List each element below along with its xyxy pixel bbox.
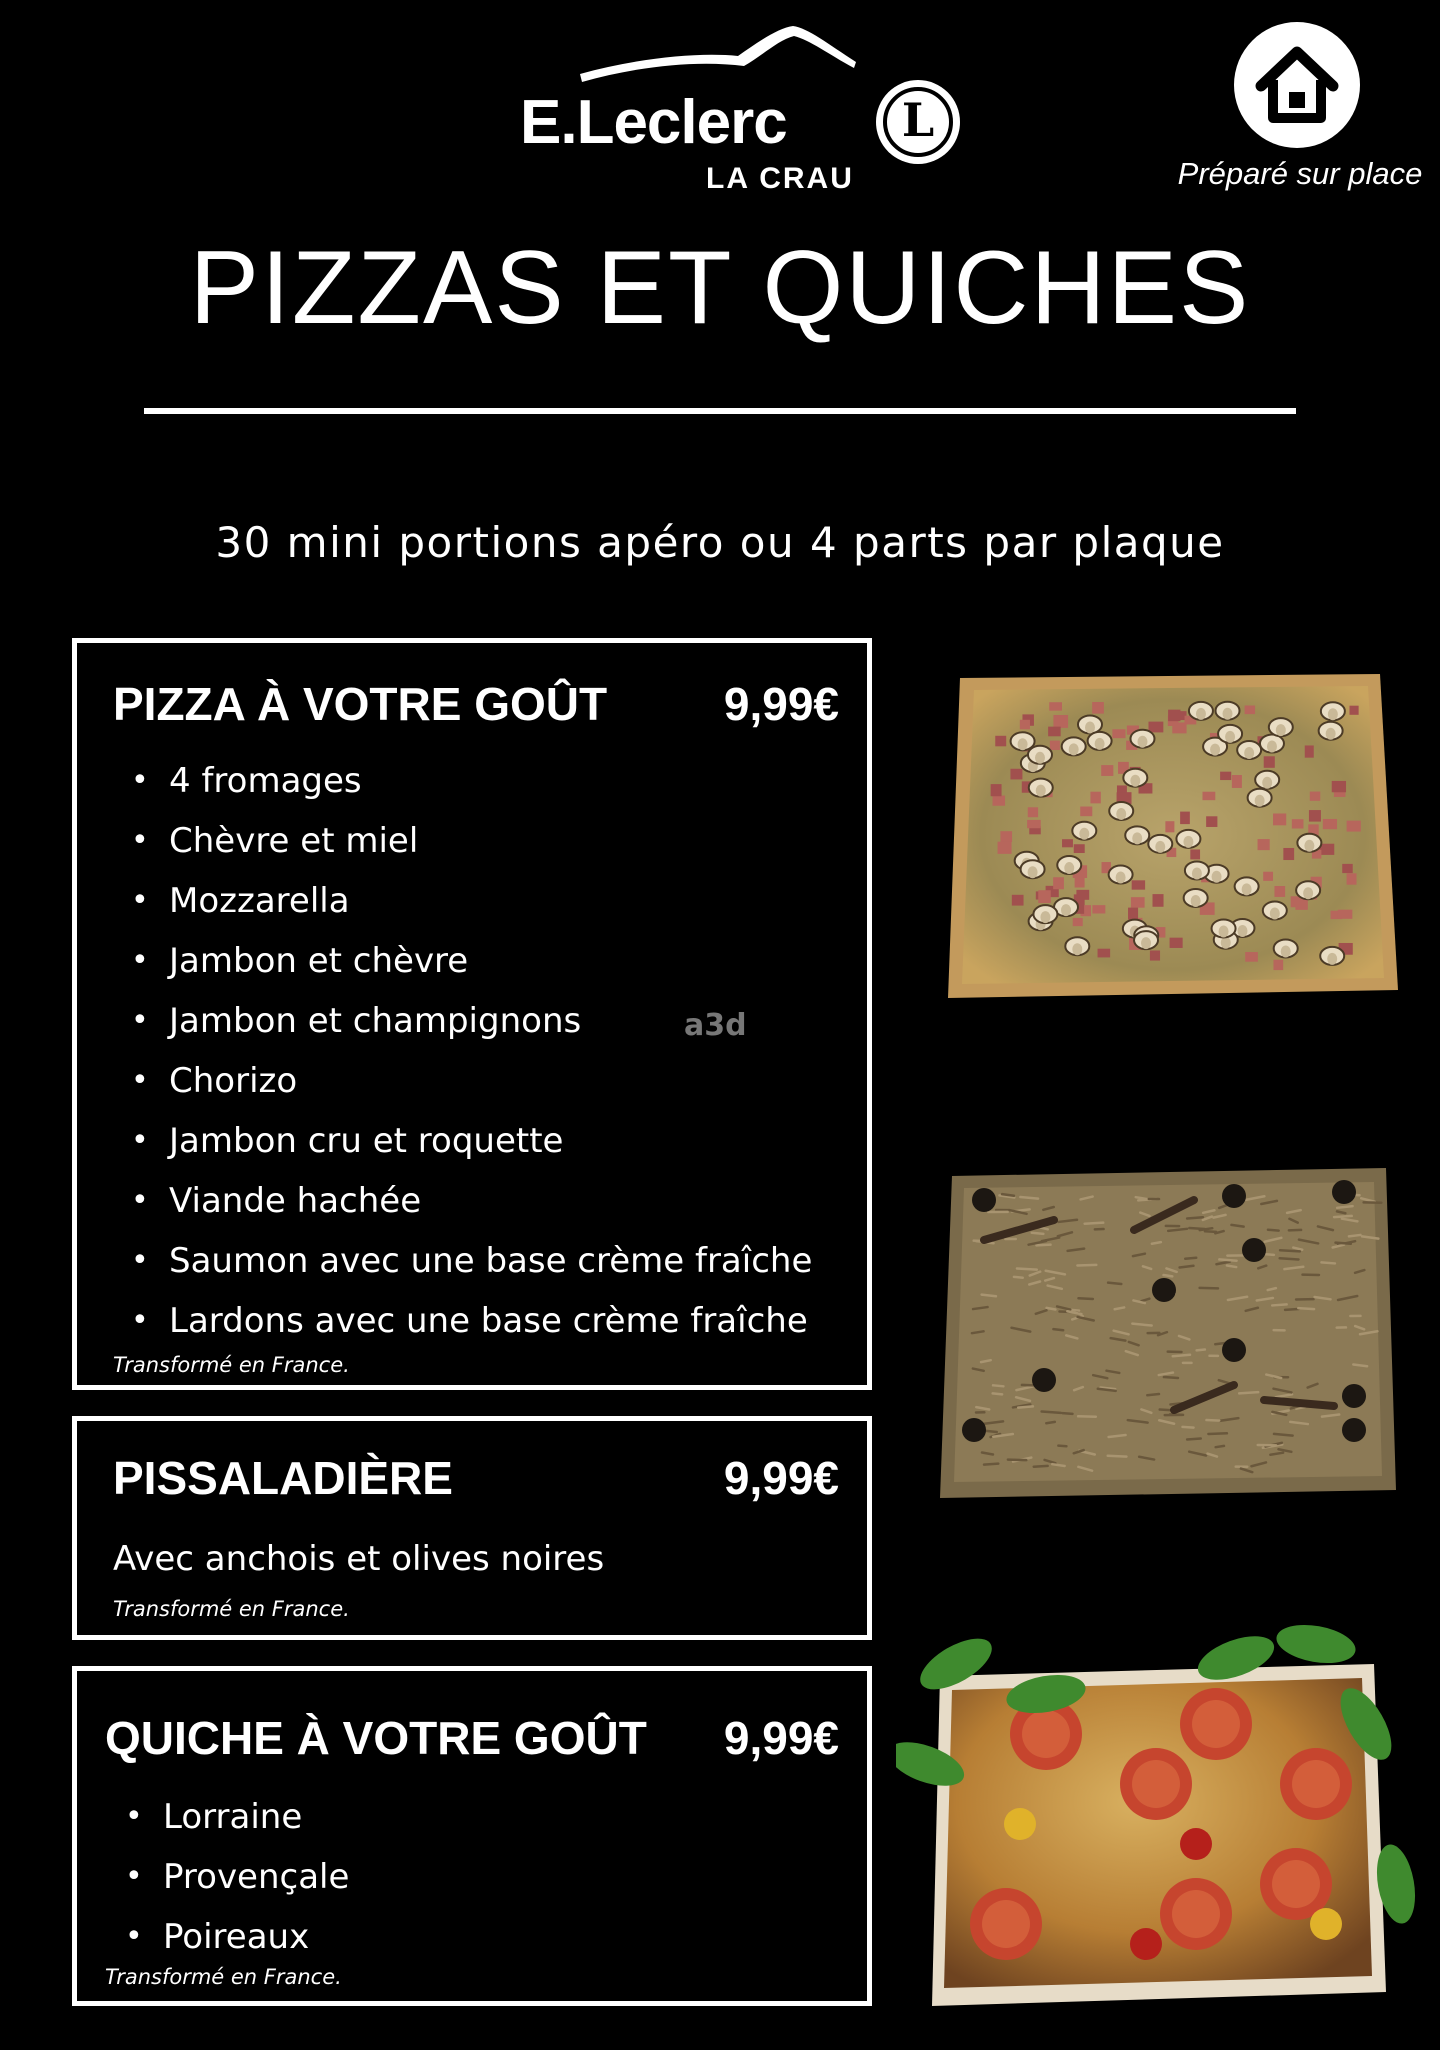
ham-piece — [1092, 905, 1105, 913]
onion-strand — [1187, 1438, 1201, 1439]
ham-piece — [1202, 792, 1215, 800]
mushroom-slice — [1072, 822, 1096, 840]
brand-logo-emblem — [876, 80, 960, 164]
onion-strand — [984, 1464, 998, 1465]
onion-strand — [1205, 1231, 1216, 1232]
mushroom-slice — [1065, 937, 1089, 955]
list-item: • Viande hachée — [131, 1181, 422, 1221]
ham-piece — [1076, 890, 1089, 900]
cherry-tomato — [1310, 1908, 1342, 1940]
onion-strand — [1264, 1254, 1274, 1255]
onion-strand — [1063, 1413, 1073, 1414]
ham-piece — [1206, 816, 1217, 827]
list-item: • 4 fromages — [131, 761, 362, 801]
onion-strand — [1200, 1288, 1218, 1289]
ham-piece — [1283, 848, 1294, 860]
mushroom-slice — [1274, 939, 1298, 957]
ham-piece — [1332, 781, 1346, 792]
ham-piece — [1338, 910, 1353, 919]
list-item: • Provençale — [125, 1857, 350, 1897]
ham-piece — [1264, 756, 1275, 768]
list-item: • Poireaux — [125, 1917, 310, 1957]
mushroom-slice — [1148, 835, 1172, 853]
mushroom-slice — [1319, 722, 1343, 740]
cherry-tomato — [1004, 1808, 1036, 1840]
ham-piece — [1027, 820, 1041, 828]
onion-strand — [1268, 1230, 1279, 1231]
pissaladiere-description: Avec anchois et olives noires — [113, 1539, 605, 1579]
pizza-price: 9,99€ — [723, 678, 839, 730]
onion-strand — [1219, 1259, 1236, 1260]
black-olive — [1222, 1338, 1246, 1362]
mushroom-slice — [1185, 861, 1209, 879]
ham-piece — [1080, 807, 1092, 817]
ham-piece — [1075, 877, 1085, 888]
list-item: • Lardons avec une base crème fraîche — [131, 1301, 808, 1341]
ham-piece — [1112, 729, 1125, 738]
onion-strand — [1280, 1258, 1299, 1259]
pizza-section-title: PIZZA À VOTRE GOÛT — [113, 678, 608, 730]
ham-piece — [998, 842, 1012, 854]
onion-strand — [1334, 1216, 1352, 1217]
mushroom-slice — [1263, 901, 1287, 919]
mushroom-slice — [1218, 725, 1242, 743]
list-item: • Jambon et chèvre — [131, 941, 469, 981]
onion-strand — [993, 1385, 1003, 1386]
onion-strand — [1321, 1262, 1334, 1263]
pizza-origin-note: Transformé en France. — [113, 1353, 350, 1377]
mushroom-slice — [1029, 779, 1053, 797]
ham-piece — [1074, 844, 1085, 853]
watermark: a3d — [684, 1008, 747, 1043]
onion-strand — [1052, 1464, 1064, 1466]
onion-strand — [1353, 1364, 1367, 1366]
ham-piece — [1165, 821, 1174, 832]
ham-piece — [1245, 705, 1255, 714]
mushroom-slice — [1189, 702, 1213, 720]
onion-strand — [1349, 1235, 1361, 1236]
ham-piece — [1132, 880, 1145, 889]
mushroom-slice — [1321, 702, 1345, 720]
ham-piece — [1342, 864, 1352, 873]
ham-piece — [1092, 702, 1104, 714]
onion-strand — [1227, 1265, 1236, 1267]
mushroom-slice — [1088, 732, 1112, 750]
mushroom-slice — [1260, 735, 1284, 753]
ham-piece — [1000, 831, 1012, 842]
ham-piece — [1310, 792, 1320, 801]
mushroom-slice — [1109, 802, 1133, 820]
list-item: • Chèvre et miel — [131, 821, 419, 861]
onion-strand — [1336, 1243, 1351, 1244]
onion-strand — [1034, 1466, 1048, 1467]
black-olive — [1152, 1278, 1176, 1302]
ham-piece — [1038, 890, 1051, 903]
onion-strand — [1108, 1283, 1121, 1284]
mushroom-slice — [1296, 881, 1320, 899]
onion-strand — [1032, 1233, 1044, 1234]
onion-strand — [1036, 1245, 1050, 1246]
onion-strand — [1183, 1427, 1194, 1428]
ham-piece — [1062, 839, 1073, 847]
store-location: LA CRAU — [706, 162, 854, 195]
ham-piece — [1309, 810, 1321, 822]
pissaladiere-section-title: PISSALADIÈRE — [113, 1452, 453, 1504]
brand-logo-wordmark: E.Leclerc — [520, 88, 787, 157]
ham-piece — [1220, 772, 1231, 780]
onion-strand — [1018, 1406, 1033, 1407]
mushroom-slice — [1297, 834, 1321, 852]
quiche-menu-card — [72, 1666, 872, 2006]
onion-strand — [1280, 1250, 1300, 1251]
ham-piece — [1323, 819, 1337, 829]
onion-strand — [1274, 1434, 1293, 1436]
ham-piece — [1150, 950, 1160, 960]
ham-piece — [1050, 741, 1060, 750]
onion-strand — [1058, 1446, 1066, 1447]
black-olive — [1342, 1384, 1366, 1408]
black-olive — [1222, 1184, 1246, 1208]
ham-piece — [1292, 819, 1304, 828]
pissaladiere-photo — [934, 1160, 1400, 1506]
ham-piece — [1131, 897, 1145, 908]
ham-piece — [1273, 813, 1286, 825]
black-olive — [1242, 1238, 1266, 1262]
quiche-flavor-list — [101, 1787, 349, 1967]
onion-strand — [1272, 1304, 1286, 1305]
tomato-slice — [1120, 1748, 1192, 1820]
pissaladiere-menu-card — [72, 1416, 872, 1640]
onion-strand — [1180, 1266, 1194, 1268]
mushroom-slice — [1212, 919, 1236, 937]
tomato-slice — [1280, 1748, 1352, 1820]
ham-piece — [1010, 769, 1022, 780]
ham-piece — [1170, 938, 1183, 948]
mushroom-slice — [1237, 741, 1261, 759]
ham-piece — [1128, 908, 1138, 920]
onion-strand — [1042, 1412, 1061, 1413]
onion-strand — [1208, 1433, 1226, 1434]
onion-strand — [993, 1393, 1002, 1394]
prepared-on-site-label: Préparé sur place — [1177, 156, 1423, 191]
mushroom-slice — [1057, 856, 1081, 874]
mushroom-slice — [1028, 746, 1052, 764]
onion-strand — [1002, 1194, 1014, 1196]
ham-piece — [1245, 952, 1258, 962]
onion-strand — [1147, 1394, 1159, 1395]
ham-piece — [1048, 727, 1061, 737]
ham-piece — [1098, 949, 1111, 958]
quiche-price: 9,99€ — [723, 1712, 839, 1764]
mushroom-slice — [1033, 905, 1057, 923]
black-olive — [1342, 1418, 1366, 1442]
black-olive — [962, 1418, 986, 1442]
ham-piece — [995, 736, 1006, 747]
ham-piece — [991, 784, 1002, 796]
cherry-tomato — [1180, 1828, 1212, 1860]
ham-piece — [1273, 960, 1283, 970]
pissaladiere-origin-note: Transformé en France. — [113, 1597, 350, 1621]
quiche-section-title: QUICHE À VOTRE GOÛT — [105, 1712, 647, 1764]
mushroom-slice — [1269, 718, 1293, 736]
ham-piece — [1049, 702, 1062, 710]
ham-piece — [1190, 849, 1200, 859]
mushroom-slice — [1176, 830, 1200, 848]
onion-strand — [1108, 1456, 1127, 1457]
mushroom-slice — [1216, 702, 1240, 720]
pizza-flavor-list — [107, 751, 812, 1351]
onion-strand — [1231, 1225, 1243, 1227]
tomato-slice — [1180, 1688, 1252, 1760]
onion-strand — [1337, 1206, 1352, 1208]
ham-piece — [1232, 775, 1242, 788]
mushroom-slice — [1184, 889, 1208, 907]
mushroom-slice — [1130, 730, 1154, 748]
onion-strand — [1020, 1197, 1038, 1199]
onion-strand — [1206, 1420, 1219, 1421]
ham-piece — [1073, 918, 1083, 926]
onion-strand — [1285, 1309, 1298, 1310]
onion-strand — [1078, 1298, 1092, 1299]
list-item: • Chorizo — [131, 1061, 298, 1101]
ham-piece — [1347, 873, 1357, 884]
black-olive — [1332, 1180, 1356, 1204]
mushroom-slice — [1134, 931, 1158, 949]
mushroom-slice — [1125, 826, 1149, 844]
onion-strand — [1164, 1275, 1173, 1276]
onion-strand — [1164, 1377, 1178, 1378]
ham-piece — [1349, 706, 1358, 715]
onion-strand — [1047, 1308, 1056, 1310]
list-item: • Lorraine — [125, 1797, 303, 1837]
onion-strand — [1173, 1355, 1190, 1357]
onion-strand — [1046, 1422, 1055, 1423]
ham-piece — [1148, 722, 1163, 733]
tomato-slice — [1160, 1878, 1232, 1950]
onion-strand — [1115, 1307, 1124, 1309]
ham-piece — [1347, 821, 1361, 832]
onion-strand — [1085, 1223, 1104, 1224]
quiche-photo — [896, 1624, 1416, 2016]
onion-strand — [1197, 1350, 1205, 1351]
onion-strand — [1008, 1460, 1026, 1461]
title-divider — [144, 408, 1296, 414]
onion-strand — [1298, 1308, 1314, 1309]
ham-piece — [1305, 745, 1314, 757]
mushroom-slice — [1248, 789, 1272, 807]
ham-piece — [1053, 715, 1068, 728]
house-icon — [1234, 22, 1360, 148]
mushroom-slice — [1109, 866, 1133, 884]
pissaladiere-price: 9,99€ — [723, 1452, 839, 1504]
onion-strand — [982, 1295, 996, 1297]
mushroom-slice — [1235, 877, 1259, 895]
ham-piece — [1090, 792, 1100, 804]
ham-piece — [1168, 710, 1180, 722]
ham-piece — [1153, 894, 1164, 907]
ham-piece — [993, 796, 1006, 806]
ham-piece — [1263, 872, 1273, 881]
list-item: • Jambon cru et roquette — [131, 1121, 564, 1161]
onion-strand — [1014, 1277, 1023, 1278]
logo-mountain-swoosh — [578, 22, 858, 82]
portions-subtitle: 30 mini portions apéro ou 4 parts par plaque — [215, 518, 1225, 567]
list-item: • Jambon et champignons — [131, 1001, 582, 1041]
mushroom-slice — [1320, 947, 1344, 965]
list-item: • Mozzarella — [131, 881, 350, 921]
black-olive — [1032, 1368, 1056, 1392]
tomato-slice — [970, 1888, 1042, 1960]
brand-logo-letter: L — [901, 93, 935, 147]
ham-piece — [1028, 807, 1038, 817]
ham-piece — [1258, 839, 1270, 850]
mushroom-slice — [1255, 771, 1279, 789]
ham-piece — [1180, 812, 1190, 824]
mushroom-slice — [1123, 769, 1147, 787]
cherry-tomato — [1130, 1928, 1162, 1960]
pizza-photo — [940, 660, 1402, 1012]
basil-leaf — [1273, 1624, 1358, 1669]
page-title: PIZZAS ET QUICHES — [189, 230, 1251, 346]
mushroom-slice — [1011, 732, 1035, 750]
black-olive — [972, 1188, 996, 1212]
mushroom-slice — [1062, 737, 1086, 755]
onion-strand — [1053, 1329, 1063, 1330]
onion-strand — [1017, 1268, 1037, 1269]
quiche-origin-note: Transformé en France. — [105, 1965, 342, 1989]
ham-piece — [1274, 886, 1285, 897]
mushroom-slice — [1078, 715, 1102, 733]
onion-strand — [1216, 1446, 1224, 1447]
mushroom-slice — [1021, 860, 1045, 878]
onion-strand — [1189, 1228, 1204, 1229]
home-badge — [1234, 22, 1360, 148]
onion-strand — [1152, 1242, 1161, 1244]
ham-piece — [1012, 895, 1024, 906]
onion-strand — [1187, 1217, 1203, 1218]
onion-strand — [1185, 1258, 1196, 1259]
ham-piece — [1053, 877, 1064, 889]
ham-piece — [1020, 720, 1030, 730]
pizza-menu-card — [72, 638, 872, 1390]
onion-strand — [1077, 1265, 1096, 1266]
list-item: • Saumon avec une base crème fraîche — [131, 1241, 813, 1281]
ham-piece — [1101, 765, 1113, 776]
onion-strand — [1239, 1392, 1258, 1393]
